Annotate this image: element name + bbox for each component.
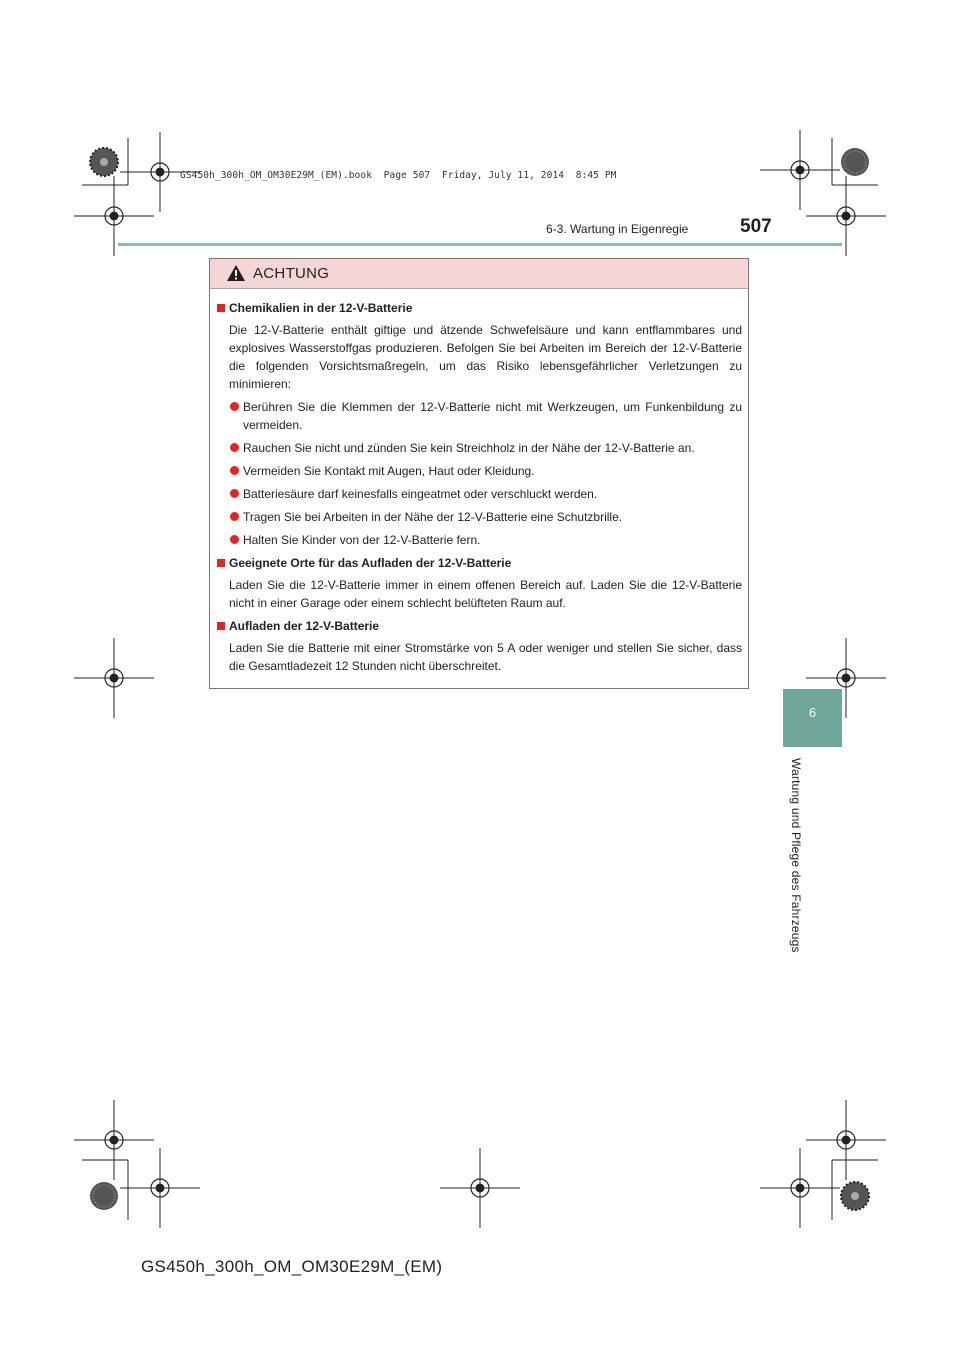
list-item: Halten Sie Kinder von der 12-V-Batterie fern.	[229, 531, 742, 549]
warning-body	[217, 299, 742, 680]
warning-header	[210, 259, 748, 289]
list-item: Tragen Sie bei Arbeiten in der Nähe der 12-V-Batterie eine Schutzbrille.	[229, 508, 742, 526]
round-bullet-icon	[230, 402, 239, 411]
warning-box	[209, 258, 749, 689]
list-item: Vermeiden Sie Kontakt mit Augen, Haut oder Kleidung.	[229, 462, 742, 480]
book-info-line: GS450h_300h_OM_OM30E29M_(EM).book Page 507 Friday, July 11, 2014 8:45 PM	[180, 170, 617, 181]
square-bullet-icon	[217, 622, 225, 630]
round-bullet-icon	[230, 535, 239, 544]
header-rule	[118, 243, 842, 246]
section-paragraph: Laden Sie die Batterie mit einer Stromstärke von 5 A oder weniger und stellen Sie sicher, dass die Gesamtladezeit 12 Stunden nicht überschreitet.	[229, 641, 742, 673]
list-item: Berühren Sie die Klemmen der 12-V-Batterie nicht mit Werkzeugen, um Funkenbildung zu vermeiden.	[229, 398, 742, 434]
section-paragraph: Die 12-V-Batterie enthält giftige und ätzende Schwefelsäure und kann entflammbares und explosives Wasserstoffgas produzieren. Befolgen Sie bei Arbeiten im Bereich der 12-V-Batterie die folgenden Vorsichtsmaßregeln, um das Risiko lebensgefährlicher Verletzungen zu minimieren:	[229, 323, 742, 391]
footer-document-code: GS450h_300h_OM_OM30E29M_(EM)	[141, 1257, 443, 1276]
section-paragraph: Laden Sie die 12-V-Batterie immer in einem offenen Bereich auf. Laden Sie die 12-V-Batterie nicht in einer Garage oder einem schlecht belüfteten Raum auf.	[229, 578, 742, 610]
section-heading: Chemikalien in der 12-V-Batterie	[217, 299, 742, 317]
chapter-number: 6	[808, 705, 817, 720]
chapter-tab	[783, 689, 842, 747]
round-bullet-icon	[230, 466, 239, 475]
list-item: Batteriesäure darf keinesfalls eingeatmet oder verschluckt werden.	[229, 485, 742, 503]
warning-title: ACHTUNG	[253, 265, 330, 282]
section-heading: Aufladen der 12-V-Batterie	[217, 617, 742, 635]
page-number: 507	[740, 216, 772, 237]
round-bullet-icon	[230, 512, 239, 521]
chapter-label: Wartung und Pflege des Fahrzeugs	[789, 758, 803, 953]
section-heading: Geeignete Orte für das Aufladen der 12-V-Batterie	[217, 554, 742, 572]
square-bullet-icon	[217, 304, 225, 312]
warning-triangle-icon	[226, 264, 246, 282]
list-item: Rauchen Sie nicht und zünden Sie kein Streichholz in der Nähe der 12-V-Batterie an.	[229, 439, 742, 457]
round-bullet-icon	[230, 443, 239, 452]
square-bullet-icon	[217, 559, 225, 567]
round-bullet-icon	[230, 489, 239, 498]
section-title: 6-3. Wartung in Eigenregie	[546, 222, 689, 236]
